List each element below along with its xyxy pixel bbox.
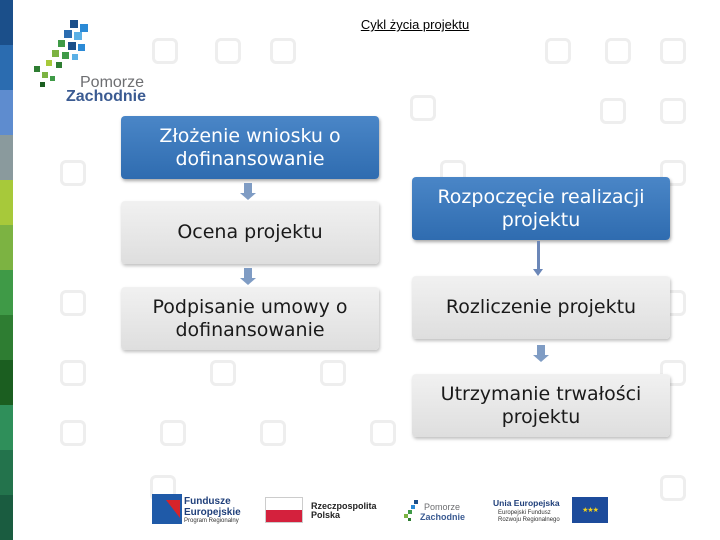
strip-segment <box>0 405 13 450</box>
strip-segment <box>0 450 13 495</box>
polish-flag-icon <box>265 497 303 523</box>
strip-segment <box>0 495 13 540</box>
pomorze-small-text: Pomorze <box>424 502 461 512</box>
program-regionalny-text: Program Regionalny <box>184 518 239 524</box>
eu-flag-icon: ★★★ <box>572 497 608 523</box>
strip-segment <box>0 180 13 225</box>
strip-segment <box>0 270 13 315</box>
arrow-down-3 <box>537 241 540 269</box>
step-implementation <box>412 177 670 240</box>
strip-segment <box>0 225 13 270</box>
eu-line3: Rozwoju Regionalnego <box>498 517 560 523</box>
logo-text-pomorze: Pomorze <box>80 74 145 91</box>
strip-segment <box>0 315 13 360</box>
step-contract <box>121 287 379 350</box>
arrow-down-2 <box>244 268 252 278</box>
step-durability <box>412 374 670 437</box>
step-application-label: Złożenie wniosku o dofinansowanie <box>159 124 341 170</box>
step-evaluation <box>121 201 379 264</box>
fe-line2: Europejskie <box>184 507 241 518</box>
rzeczpospolita-text <box>311 502 377 520</box>
pomorze-small-logo-icon <box>402 500 422 524</box>
page-title: Cykl życia projektu <box>360 17 470 32</box>
efrr-text <box>498 510 560 524</box>
strip-segment <box>0 90 13 135</box>
arrow-down-4 <box>537 345 545 355</box>
step-contract-label: Podpisanie umowy o dofinansowanie <box>152 295 348 341</box>
step-implementation-label: Rozpoczęcie realizacji projektu <box>437 185 645 231</box>
eu-line2: Europejski Fundusz <box>498 510 551 516</box>
strip-segment <box>0 135 13 180</box>
fe-line1: Fundusze <box>184 496 231 507</box>
step-settlement-label: Rozliczenie projektu <box>445 296 637 318</box>
pl-line1: Rzeczpospolita <box>311 501 377 511</box>
strip-segment <box>0 360 13 405</box>
step-settlement <box>412 276 670 339</box>
unia-europejska-text: Unia Europejska <box>493 498 560 508</box>
arrow-down-1 <box>244 183 252 193</box>
strip-segment <box>0 45 13 90</box>
logo-text-zachodnie: Zachodnie <box>66 88 147 105</box>
fundusze-europejskie-text <box>184 496 241 518</box>
fundusze-europejskie-icon <box>152 494 182 524</box>
step-evaluation-label: Ocena projektu <box>177 221 323 243</box>
pl-line2: Polska <box>311 510 341 520</box>
step-durability-label: Utrzymanie trwałości projektu <box>440 382 642 428</box>
side-color-strip <box>0 0 13 540</box>
zachodnie-small-text: Zachodnie <box>420 512 466 522</box>
step-application <box>121 116 379 179</box>
